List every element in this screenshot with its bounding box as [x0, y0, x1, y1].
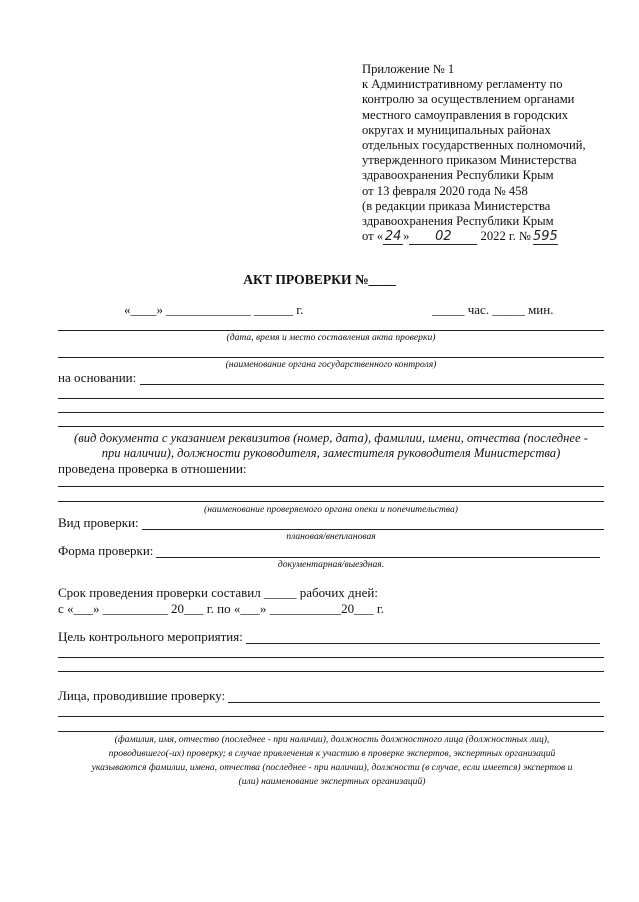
basis-line-4[interactable] [58, 426, 604, 427]
date-place-line[interactable] [58, 330, 604, 331]
footnote-line: проводившего(-их) проверку; в случае привлечения к участию в проверке экспертов, экспертных организаций [108, 748, 556, 759]
check-form-caption: документарная/выездная. [277, 559, 385, 570]
handwritten-number: 595 [532, 229, 558, 245]
date-prefix: от « [362, 229, 384, 244]
appendix-line: здравоохранения Республики Крым [362, 168, 554, 183]
goal-line[interactable] [246, 643, 600, 644]
date-place-caption: (дата, время и место составления акта проверки) [226, 332, 436, 343]
goal-line-3[interactable] [58, 671, 604, 672]
basis-line[interactable] [140, 384, 604, 385]
performed-line[interactable] [58, 486, 604, 487]
appendix-line: от 13 февраля 2020 года № 458 [362, 183, 528, 198]
org-name-line[interactable] [58, 357, 604, 358]
performed-line-2[interactable] [58, 501, 604, 502]
time-fields[interactable]: _____ час. _____ мин. [432, 302, 554, 317]
check-type-label: Вид проверки: [58, 515, 139, 530]
appendix-line: утвержденного приказом Министерства [362, 153, 577, 168]
goal-label: Цель контрольного мероприятия: [58, 629, 243, 644]
year-and-number-label: 2022 г. № [480, 229, 531, 244]
footnote-line: (или) наименование экспертных организаций) [238, 776, 426, 787]
basis-label: на основании: [58, 370, 137, 385]
appendix-line: здравоохранения Республики Крым [362, 214, 554, 229]
date-sep: » [403, 229, 410, 244]
footnote-line: указываются фамилии, имена, отчества (последнее - при наличии), должности (в случае, если имеется) экспертов и [91, 762, 573, 773]
performed-label: проведена проверка в отношении: [58, 461, 247, 476]
persons-line-3[interactable] [58, 731, 604, 732]
handwritten-day: 24 [384, 229, 402, 245]
appendix-line: отдельных государственных полномочий, [362, 138, 586, 153]
document-caption-line-1: (вид документа с указанием реквизитов (номер, дата), фамилии, имени, отчества (последнее - [74, 431, 588, 445]
check-type-line[interactable] [142, 529, 604, 530]
check-form-label: Форма проверки: [58, 543, 154, 558]
persons-label: Лица, проводившие проверку: [58, 688, 226, 703]
act-title: АКТ ПРОВЕРКИ №____ [243, 272, 396, 287]
appendix-line: к Административному регламенту по [362, 77, 563, 92]
date-fields[interactable]: «____» _____________ ______ г. [124, 302, 304, 317]
basis-line-2[interactable] [58, 398, 604, 399]
goal-line-2[interactable] [58, 657, 604, 658]
appendix-line: округах и муниципальных районах [362, 122, 551, 137]
persons-line[interactable] [228, 702, 600, 703]
period-text[interactable]: с «___» __________ 20___ г. по «___» ___________20___ г. [58, 601, 384, 616]
amendment-date-line [362, 229, 586, 245]
appendix-line: местного самоуправления в городских [362, 107, 569, 122]
check-type-caption: плановая/внеплановая [286, 531, 376, 542]
persons-line-2[interactable] [58, 716, 604, 717]
appendix-line: (в редакции приказа Министерства [362, 198, 551, 213]
basis-line-3[interactable] [58, 412, 604, 413]
appendix-line: контролю за осуществлением органами [362, 92, 575, 107]
appendix-header [362, 62, 586, 245]
persons-footnote [58, 733, 606, 789]
appendix-line: Приложение № 1 [362, 62, 455, 76]
duration-text[interactable]: Срок проведения проверки составил _____ рабочих дней: [58, 585, 378, 600]
guardianship-caption: (наименование проверяемого органа опеки и попечительства) [204, 504, 458, 515]
check-form-line[interactable] [156, 557, 600, 558]
org-name-caption: (наименование органа государственного контроля) [225, 359, 437, 370]
footnote-line: (фамилия, имя, отчество (последнее - при наличии), должность должностного лица (должностных лиц), [114, 734, 550, 745]
handwritten-month: 02 [409, 229, 477, 245]
document-caption-line-2: при наличии), должности руководителя, заместителя руководителя Министерства) [101, 446, 561, 460]
